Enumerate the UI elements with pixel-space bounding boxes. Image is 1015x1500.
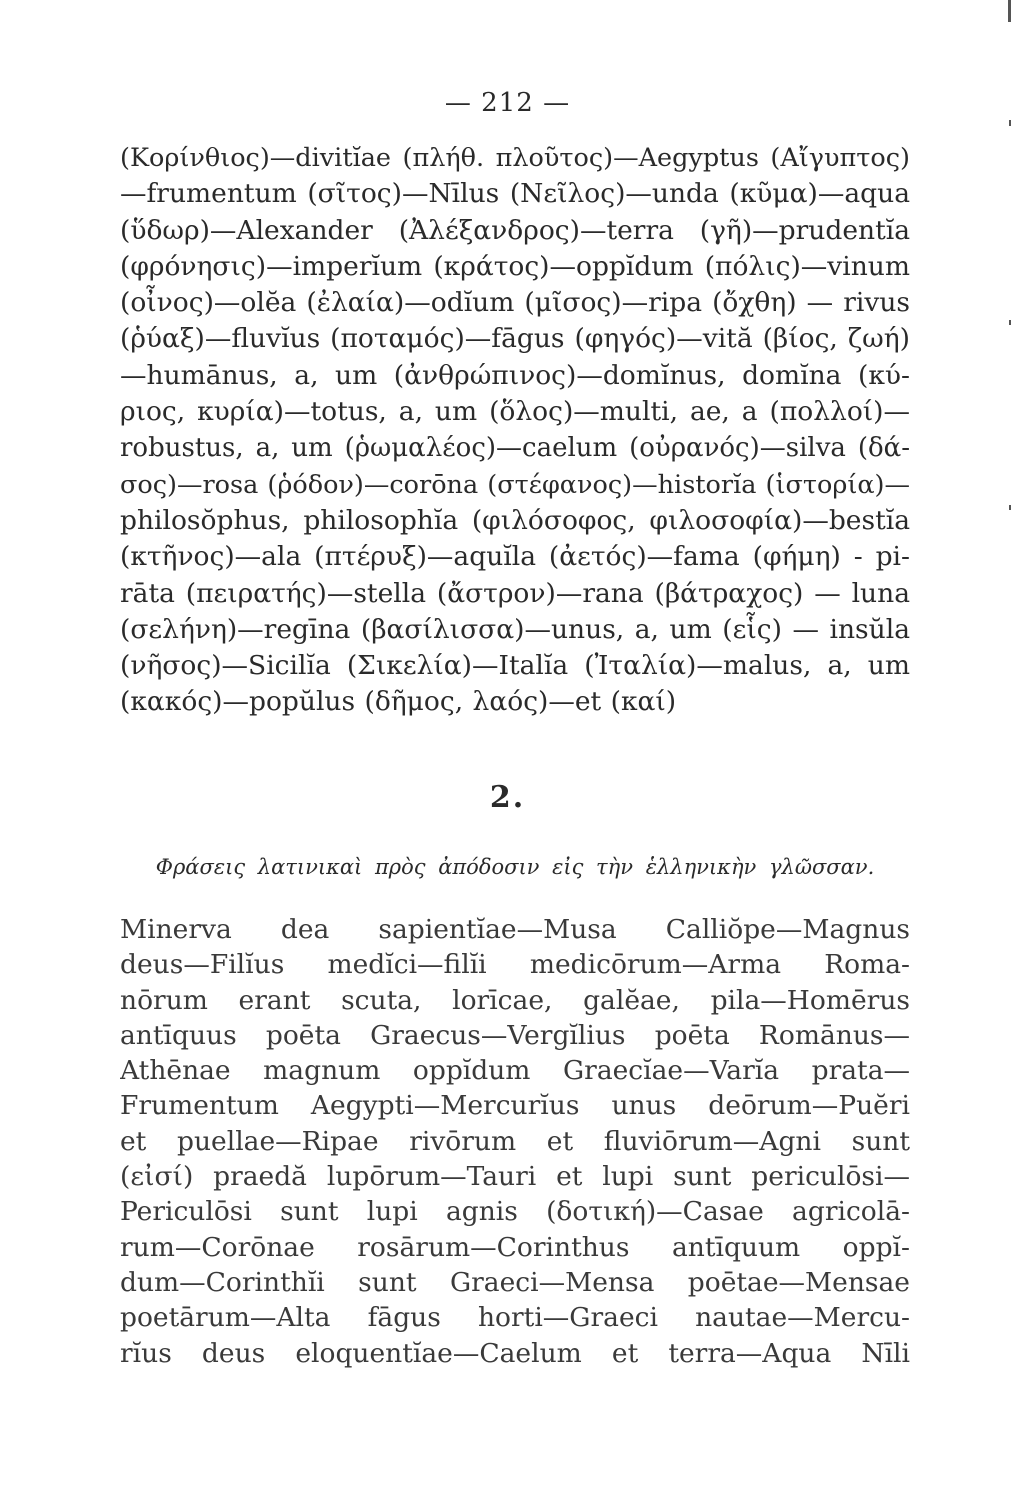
exercise-line: nōrum erant scuta, lorīcae, galĕae, pila—Homērus bbox=[120, 984, 910, 1016]
binding-edge-mark bbox=[1009, 505, 1011, 510]
exercise-line: Frumentum Aegypti—Mercurĭus unus deōrum—Puĕri bbox=[120, 1090, 910, 1122]
binding-edge-mark bbox=[1009, 320, 1011, 325]
exercise-line: Periculōsi sunt lupi agnis (δοτική)—Casae agricolā- bbox=[120, 1196, 910, 1228]
vocabulary-line: (ῥύαξ)—fluvĭus (ποταμός)—fāgus (φηγός)—vită (βίος, ζωή) bbox=[120, 323, 910, 355]
vocabulary-list bbox=[120, 140, 910, 721]
section-heading: Φράσεις λατινικαὶ πρὸς ἀπόδοσιν εἰς τὴν ἑλληνικὴν γλῶσσαν. bbox=[155, 855, 875, 879]
exercise-line: poetārum—Alta fāgus horti—Graeci nautae—Mercu- bbox=[120, 1302, 910, 1334]
section-number: 2. bbox=[489, 780, 526, 815]
exercise-line: rĭus deus eloquentĭae—Caelum et terra—Aqua Nīli bbox=[120, 1337, 910, 1369]
vocabulary-line: philosŏphus, philosophĭa (φιλόσοφος, φιλοσοφία)—bestĭa bbox=[120, 504, 910, 536]
vocabulary-line: rāta (πειρατής)—stella (ἄστρον)—rana (βάτραχος) — luna bbox=[120, 577, 910, 609]
vocabulary-line: (φρόνησις)—imperĭum (κράτος)—oppĭdum (πόλις)—vinum bbox=[120, 250, 910, 282]
vocabulary-line: (νῆσος)—Sicilĭa (Σικελία)—Italĭa (Ἰταλία)—malus, a, um bbox=[120, 650, 910, 682]
exercise-line: et puellae—Ripae rivōrum et fluviōrum—Agni sunt bbox=[120, 1125, 910, 1157]
exercise-line: dum—Corinthĭi sunt Graeci—Mensa poētae—Mensae bbox=[120, 1266, 910, 1298]
vocabulary-line: (κακός)—popŭlus (δῆμος, λαός)—et (καί) bbox=[120, 686, 677, 718]
vocabulary-line: —frumentum (σῖτος)—Nīlus (Νεῖλος)—unda (κῦμα)—aqua bbox=[120, 178, 910, 210]
vocabulary-line: robustus, a, um (ῥωμαλέος)—caelum (οὐρανός)—silva (δά- bbox=[120, 433, 910, 464]
page-number: — 212 — bbox=[444, 88, 571, 118]
vocabulary-line: —humānus, a, um (ἀνθρώπινος)—domĭnus, domĭna (κύ- bbox=[120, 359, 910, 391]
exercise-line: (εἰσί) praedă lupōrum—Tauri et lupi sunt periculōsi— bbox=[120, 1161, 910, 1193]
vocabulary-line: σος)—rosa (ῥόδον)—corōna (στέφανος)—historĭa (ἱστορία)— bbox=[120, 469, 910, 500]
binding-edge-mark bbox=[1008, 0, 1011, 22]
vocabulary-line: ριος, κυρία)—totus, a, um (ὅλος)—multi, ae, a (πολλοί)— bbox=[120, 396, 910, 428]
vocabulary-line: (οἶνος)—olĕa (ἐλαία)—odĭum (μῖσος)—ripa (ὄχθη) — rivus bbox=[120, 287, 910, 319]
exercise-line: antīquus poēta Graecus—Vergĭlius poēta Romānus— bbox=[120, 1019, 910, 1051]
vocabulary-line: (κτῆνος)—ala (πτέρυξ)—aquĭla (ἀετός)—fama (φήμη) - pi- bbox=[120, 541, 910, 573]
exercise-line: deus—Filĭus medĭci—filĭi medicōrum—Arma Roma- bbox=[120, 949, 910, 981]
vocabulary-line: (σελήνη)—regīna (βασίλισσα)—unus, a, um (εἷς) — insŭla bbox=[120, 613, 910, 645]
exercise-line: Athēnae magnum oppĭdum Graecĭae—Varĭa prata— bbox=[120, 1055, 910, 1087]
vocabulary-line: (Κορίνθιος)—divitĭae (πλήθ. πλοῦτος)—Aegyptus (Αἴγυπτος) bbox=[120, 143, 910, 173]
binding-edge-mark bbox=[1009, 120, 1011, 126]
exercise-line: Minerva dea sapientĭae—Musa Calliŏpe—Magnus bbox=[120, 914, 910, 945]
vocabulary-line: (ὕδωρ)—Alexander (Ἀλέξανδρος)—terra (γῆ)—prudentĭa bbox=[120, 214, 910, 246]
exercise-text bbox=[120, 912, 910, 1371]
exercise-line: rum—Corōnae rosārum—Corinthus antīquum oppĭ- bbox=[120, 1231, 910, 1263]
